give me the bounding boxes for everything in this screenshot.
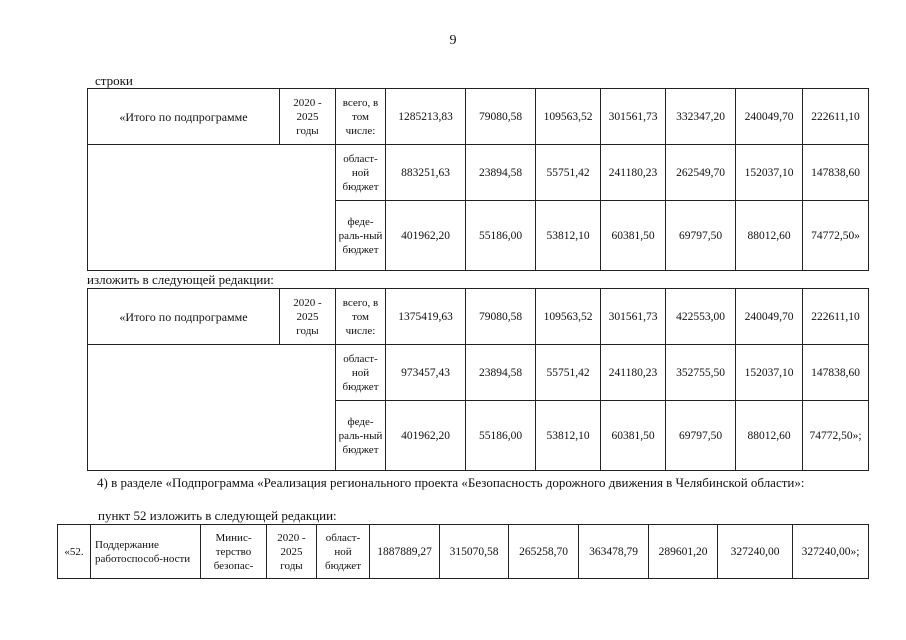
value-cell: 55751,42 [546,366,590,379]
value-cell: 222611,10 [811,310,860,323]
value-cell: 1285213,83 [398,110,453,123]
period-cell: 2020 - 2025 годы [293,296,322,337]
value-cell: 883251,63 [401,166,450,179]
value-cell: 53812,10 [546,429,590,442]
value-cell: 69797,50 [678,429,723,442]
value-cell: 973457,43 [401,366,450,379]
replace-label: изложить в следующей редакции: [87,272,274,287]
value-cell: 152037,10 [744,366,794,379]
value-cell: 88012,60 [747,229,791,242]
period-cell: 2020 - 2025 годы [277,531,306,572]
executor-cell: Минис-терство безопас- [213,531,254,572]
value-cell: 152037,10 [744,166,794,179]
value-cell: 262549,70 [676,166,725,179]
value-cell: 88012,60 [747,429,791,442]
value-cell: 301561,73 [608,310,658,323]
value-cell: 23894,58 [478,166,523,179]
value-cell: 1375419,63 [398,310,453,323]
value-cell: 147838,60 [811,366,860,379]
total-label: «Итого по подпрограмме [119,309,248,324]
measure-name: Поддержание работоспособ-ности [95,538,191,565]
value-cell: 222611,10 [811,110,860,123]
value-cell: 79080,58 [478,110,523,123]
value-cell: 55186,00 [478,229,523,242]
value-cell: 109563,52 [543,110,593,123]
intro-label: строки [95,73,133,88]
source-cell: феде-раль-ный бюджет [338,215,383,256]
total-label: «Итого по подпрограмме [119,109,248,124]
row-number: «52. [64,545,84,558]
paragraph-4: 4) в разделе «Подпрограмма «Реализация регионального проекта «Безопасность дорожного движения в Челябинской области»: [97,475,805,490]
value-cell: 240049,70 [744,310,794,323]
value-cell: 79080,58 [478,310,523,323]
value-cell: 55186,00 [478,429,523,442]
value-cell: 327240,00 [730,545,780,558]
item-52-intro: пункт 52 изложить в следующей редакции: [98,508,337,523]
value-cell: 60381,50 [611,429,655,442]
value-cell: 363478,79 [589,545,638,558]
value-cell: 1887889,27 [377,545,432,558]
value-cell: 74772,50»; [809,429,862,442]
value-cell: 327240,00»; [801,545,860,558]
value-cell: 240049,70 [744,110,794,123]
source-cell: област-ной бюджет [342,352,379,393]
period-cell: 2020 - 2025 годы [293,96,322,137]
source-cell: всего, в том числе: [342,296,379,337]
value-cell: 289601,20 [658,545,708,558]
value-cell: 401962,20 [401,429,450,442]
source-cell: област-ной бюджет [325,531,361,572]
value-cell: 265258,70 [519,545,568,558]
value-cell: 422553,00 [676,310,725,323]
value-cell: 241180,23 [608,166,658,179]
value-cell: 332347,20 [676,110,725,123]
value-cell: 23894,58 [478,366,523,379]
value-cell: 74772,50» [811,229,860,242]
value-cell: 53812,10 [546,229,590,242]
value-cell: 109563,52 [543,310,593,323]
value-cell: 69797,50 [678,229,723,242]
value-cell: 55751,42 [546,166,590,179]
value-cell: 401962,20 [401,229,450,242]
value-cell: 147838,60 [811,166,860,179]
value-cell: 60381,50 [611,229,655,242]
value-cell: 352755,50 [676,366,725,379]
source-cell: област-ной бюджет [342,152,379,193]
source-cell: феде-раль-ный бюджет [338,415,383,456]
page-number: 9 [449,33,457,48]
value-cell: 301561,73 [608,110,658,123]
source-cell: всего, в том числе: [342,96,379,137]
value-cell: 315070,58 [449,545,499,558]
value-cell: 241180,23 [608,366,658,379]
